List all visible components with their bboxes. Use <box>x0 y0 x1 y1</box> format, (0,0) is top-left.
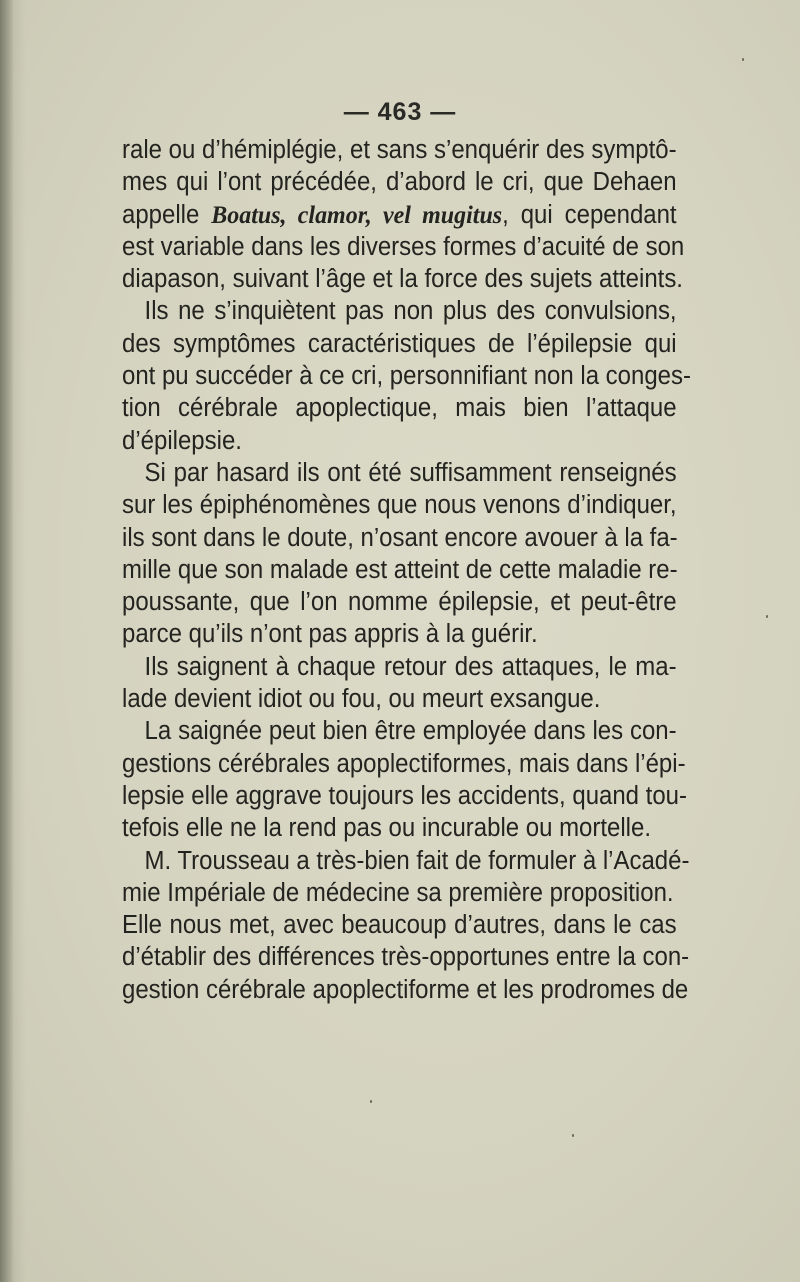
text-line: rale ou d’hémiplégie, et sans s’enquérir des symptô- <box>122 136 677 164</box>
text-line: Si par hasard ils ont été suffisamment renseignés <box>144 458 677 487</box>
paper-speck <box>370 1100 372 1103</box>
body-text <box>122 134 691 1006</box>
text-line: d’établir des différences très-opportunes entre la con- <box>122 943 690 972</box>
text-line: M. Trousseau a très-bien fait de formuler à l’Acadé- <box>144 846 690 875</box>
latin-phrase: Boatus, clamor, vel mugitus <box>211 199 503 229</box>
text-line <box>122 199 677 231</box>
text-line: lepsie elle aggrave toujours les accidents, quand tou- <box>122 781 687 810</box>
text-line: gestion cérébrale apoplectiforme et les prodromes de <box>122 975 689 1004</box>
text-line: ont pu succéder à ce cri, personnifiant non la conges- <box>122 362 691 391</box>
page-gutter-shadow <box>0 0 14 1282</box>
text-line-segment: , qui cependant <box>502 200 677 229</box>
page-number: — 463 — <box>343 98 457 126</box>
text-line: La saignée peut bien être employée dans les con- <box>144 717 677 746</box>
text-line-segment: appelle <box>122 200 212 229</box>
text-line: lade devient idiot ou fou, ou meurt exsangue. <box>122 685 601 714</box>
text-line: Elle nous met, avec beaucoup d’autres, dans le cas <box>122 911 677 940</box>
text-line: tefois elle ne la rend pas ou incurable ou mortelle. <box>122 814 651 843</box>
text-line: d’épilepsie. <box>122 426 242 455</box>
text-line: mes qui l’ont précédée, d’abord le cri, que Dehaen <box>122 168 677 197</box>
text-line: Ils saignent à chaque retour des attaques, le ma- <box>144 652 677 681</box>
text-line: gestions cérébrales apoplectiformes, mais dans l’épi- <box>122 749 686 778</box>
text-line: parce qu’ils n’ont pas appris à la guérir. <box>122 620 538 649</box>
text-line: tion cérébrale apoplectique, mais bien l’attaque <box>122 394 677 423</box>
text-line: des symptômes caractéristiques de l’épilepsie qui <box>122 329 677 358</box>
text-line: poussante, que l’on nomme épilepsie, et peut-être <box>122 588 677 617</box>
paper-speck <box>766 615 768 618</box>
text-line: est variable dans les diverses formes d’acuité de son <box>122 232 685 261</box>
text-line: mille que son malade est atteint de cette maladie re- <box>122 555 678 584</box>
paper-speck <box>572 1134 574 1137</box>
text-line: mie Impériale de médecine sa première proposition. <box>122 878 674 907</box>
paper-speck <box>742 58 744 61</box>
text-line: Ils ne s’inquiètent pas non plus des convulsions, <box>144 297 677 326</box>
text-line: sur les épiphénomènes que nous venons d’indiquer, <box>122 491 677 520</box>
text-line: diapason, suivant l’âge et la force des sujets atteints. <box>122 265 683 294</box>
text-line: ils sont dans le doute, n’osant encore avouer à la fa- <box>122 523 678 552</box>
